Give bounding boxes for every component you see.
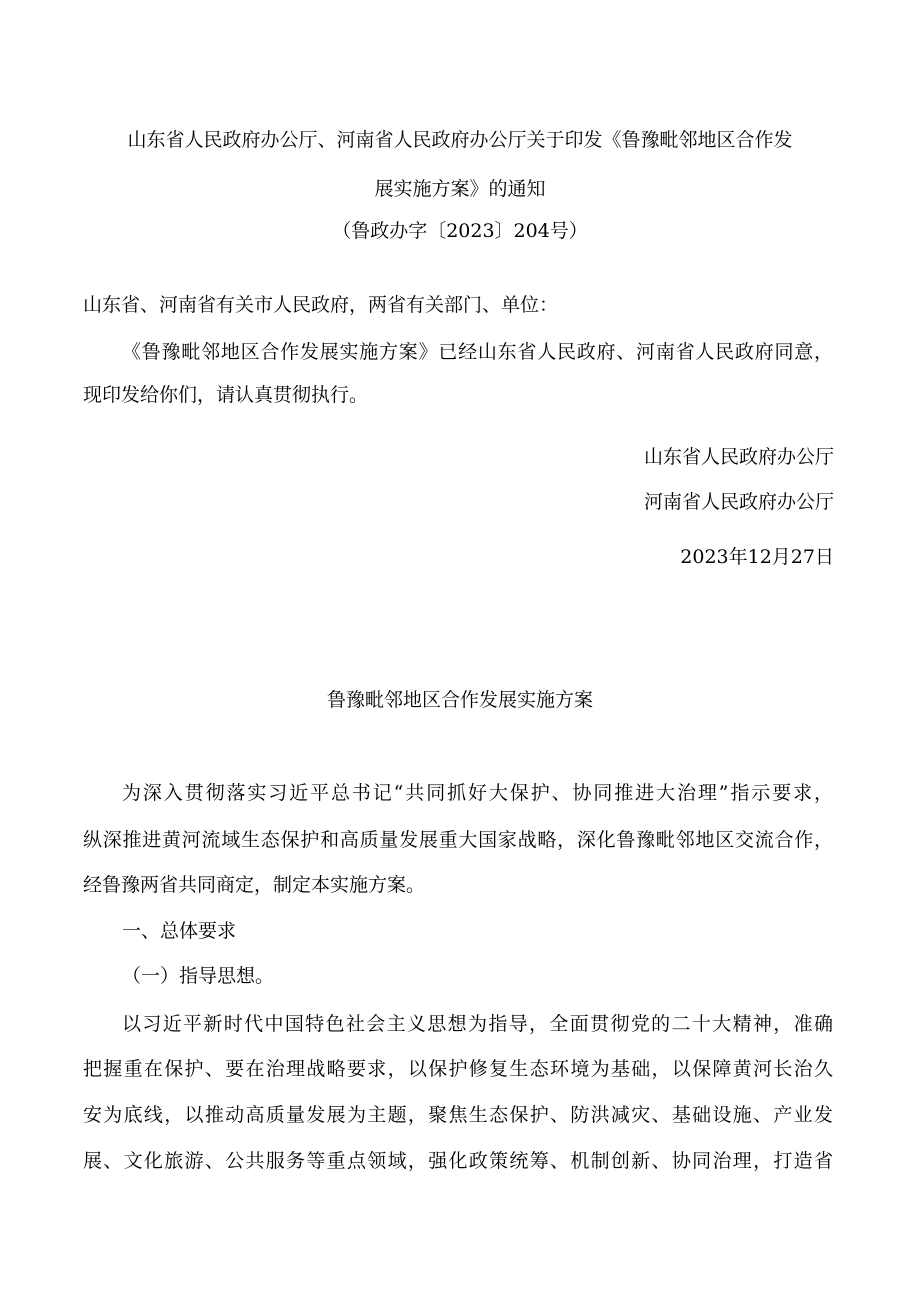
plan-title: 鲁豫毗邻地区合作发展实施方案: [326, 689, 593, 711]
plan-intro-line-2: 纵深推进黄河流域生态保护和高质量发展重大国家战略，深化鲁豫毗邻地区交流合作，: [83, 829, 833, 851]
plan-intro-line-3: 经鲁豫两省共同商定，制定本实施方案。: [83, 874, 426, 896]
notice-body-line-2: 现印发给你们，请认真贯彻执行。: [83, 384, 369, 406]
issue-date: 2023年12月27日: [680, 546, 834, 568]
guide-line-1: 以习近平新时代中国特色社会主义思想为指导，全面贯彻党的二十大精神，准确: [122, 1013, 833, 1035]
notice-body-line-1: 《鲁豫毗邻地区合作发展实施方案》已经山东省人民政府、河南省人民政府同意，: [122, 341, 833, 363]
guide-line-3: 安为底线，以推动高质量发展为主题，聚焦生态保护、防洪减灾、基础设施、产业发: [83, 1104, 833, 1126]
subsection-heading-1: （一）指导思想。: [122, 965, 275, 987]
section-heading-1: 一、总体要求: [122, 920, 237, 942]
notice-title-line-2: 展实施方案》的通知: [374, 178, 546, 200]
issuer-shandong: 山东省人民政府办公厅: [643, 446, 834, 468]
plan-intro-line-1: 为深入贯彻落实习近平总书记“共同抓好大保护、协同推进大治理”指示要求，: [122, 782, 833, 804]
issuer-henan: 河南省人民政府办公厅: [643, 491, 834, 513]
guide-line-4: 展、文化旅游、公共服务等重点领域，强化政策统筹、机制创新、协同治理，打造省: [83, 1150, 833, 1172]
document-number: （鲁政办字〔2023〕204号）: [332, 220, 588, 242]
guide-line-2: 把握重在保护、要在治理战略要求，以保护修复生态环境为基础，以保障黄河长治久: [83, 1058, 833, 1080]
notice-title-line-1: 山东省人民政府办公厅、河南省人民政府办公厅关于印发《鲁豫毗邻地区合作发: [127, 129, 793, 151]
addressee: 山东省、河南省有关市人民政府，两省有关部门、单位：: [83, 294, 559, 316]
